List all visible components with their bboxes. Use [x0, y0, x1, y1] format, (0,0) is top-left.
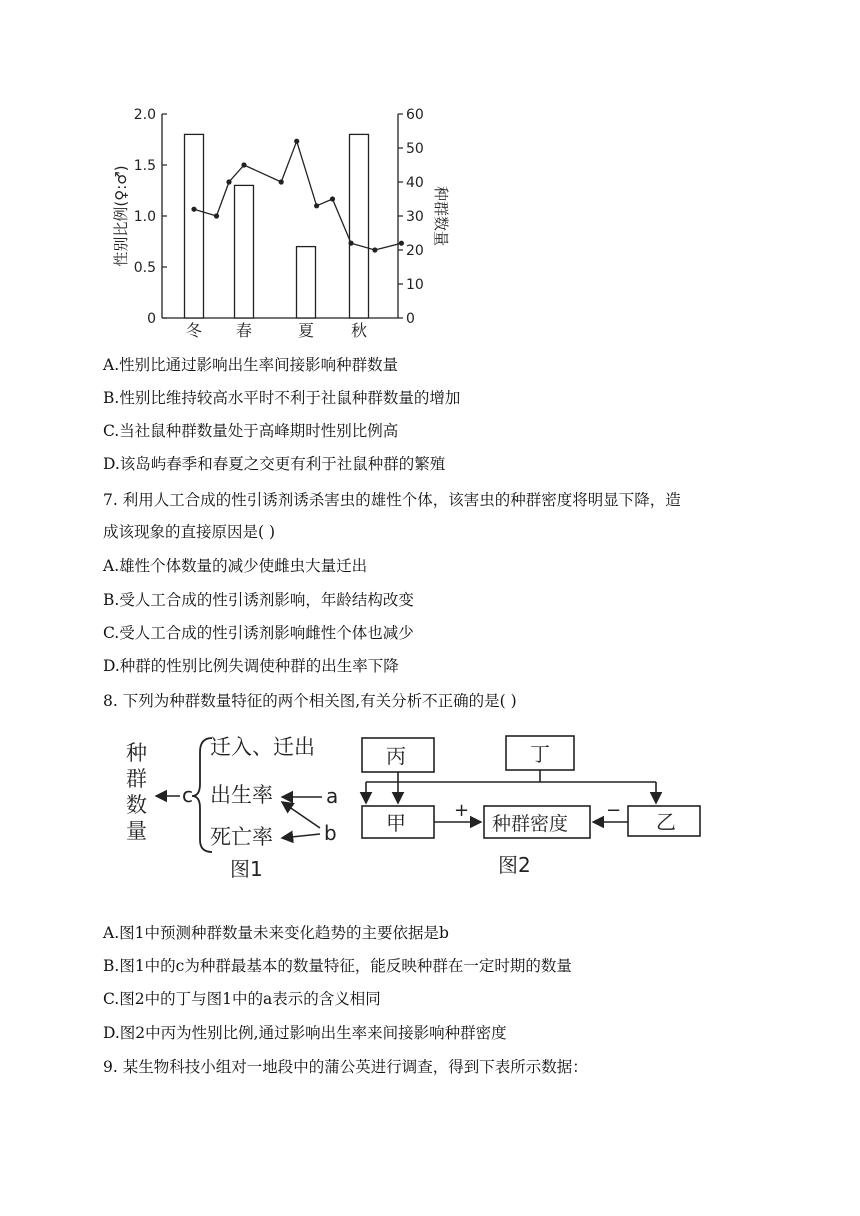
data-point [314, 203, 319, 208]
data-point [294, 139, 299, 144]
left-tick-label: 1.5 [133, 158, 156, 174]
left-tick-label: 1.0 [133, 209, 156, 225]
right-tick-label: 40 [406, 175, 424, 191]
data-point [372, 247, 377, 252]
q7-option-c: C.受人工合成的性引诱剂影响雌性个体也减少 [103, 624, 414, 642]
fig1-a-label: a [326, 784, 339, 808]
data-point [214, 213, 219, 218]
fig2-plus: + [454, 800, 470, 821]
left-tick-label: 0.5 [133, 260, 156, 276]
q7-option-a: A.雄性个体数量的减少使雌虫大量迁出 [103, 557, 368, 575]
chart-line [191, 139, 404, 253]
fig1-b-label: b [324, 821, 337, 845]
q9-stem: 9. 某生物科技小组对一地段中的蒲公英进行调查，得到下表所示数据： [103, 1058, 588, 1076]
data-point [191, 207, 196, 212]
q6-option-a: A.性别比通过影响出生率间接影响种群数量 [103, 356, 399, 374]
fig1-vchar-3: 数 [126, 793, 147, 817]
q8-option-d: D.图2中丙为性别比例,通过影响出生率来间接影响种群密度 [103, 1024, 507, 1042]
bar [297, 247, 316, 318]
data-point [226, 179, 231, 184]
chart-labels [112, 107, 450, 340]
q8-option-a: A.图1中预测种群数量未来变化趋势的主要依据是b [103, 924, 449, 942]
q8-option-b: B.图1中的c为种群最基本的数量特征，能反映种群在一定时期的数量 [103, 957, 572, 975]
bar [185, 134, 204, 318]
fig1-migration: 迁入、迁出 [210, 735, 315, 759]
fig1-death-rate: 死亡率 [210, 825, 273, 849]
left-axis-title: 性别比例(♀:♂) [112, 165, 130, 267]
q6-option-b: B.性别比维持较高水平时不利于社鼠种群数量的增加 [103, 389, 461, 407]
q7-option-b: B.受人工合成的性引诱剂影响，年龄结构改变 [103, 591, 414, 609]
fig2-bing: 丙 [386, 744, 406, 768]
fig1-brace [192, 738, 212, 852]
right-tick-label: 10 [406, 277, 424, 293]
q6-option-d: D.该岛屿春季和春夏之交更有利于社鼠种群的繁殖 [103, 455, 446, 473]
category-label: 夏 [297, 321, 315, 340]
right-axis-title: 种群数量 [432, 185, 450, 247]
fig2-minus: − [606, 800, 622, 821]
q8-option-c: C.图2中的丁与图1中的a表示的含义相同 [103, 990, 381, 1008]
fig1-vchar-1: 种 [126, 741, 147, 765]
right-tick-label: 50 [406, 141, 424, 157]
figure-1 [126, 735, 338, 881]
q8-stem: 8. 下列为种群数量特征的两个相关图,有关分析不正确的是( ) [103, 692, 517, 710]
fig2-caption: 图2 [498, 853, 531, 877]
q6-option-c: C.当社鼠种群数量处于高峰期时性别比例高 [103, 422, 399, 440]
left-tick-label: 0 [147, 311, 156, 327]
fig2-density: 种群密度 [492, 813, 569, 835]
population-feature-diagrams [120, 730, 720, 890]
figure-2 [362, 736, 700, 877]
fig1-vchar-4: 量 [126, 819, 147, 843]
fig2-ding: 丁 [530, 742, 550, 766]
bar [235, 185, 254, 318]
fig1-c-label: c [182, 783, 193, 807]
right-tick-label: 60 [406, 107, 424, 123]
chart-bars [185, 134, 369, 318]
q7-option-d: D.种群的性别比例失调使种群的出生率下降 [103, 657, 399, 675]
data-point [348, 241, 353, 246]
sex-ratio-population-chart [110, 100, 450, 340]
right-tick-label: 0 [406, 311, 415, 327]
q7-stem-line1: 7. 利用人工合成的性引诱剂诱杀害虫的雄性个体，该害虫的种群密度将明显下降，造 [103, 491, 681, 509]
bar [350, 134, 369, 318]
data-point [330, 196, 335, 201]
q7-stem-line2: 成该现象的直接原因是( ) [103, 523, 276, 541]
fig1-birth-rate: 出生率 [210, 783, 273, 807]
category-label: 秋 [350, 321, 368, 340]
right-tick-label: 20 [406, 243, 424, 259]
data-point [279, 179, 284, 184]
left-tick-label: 2.0 [133, 107, 156, 123]
fig1-vchar-2: 群 [126, 767, 147, 791]
population-line [194, 141, 401, 250]
category-label: 冬 [185, 321, 203, 340]
data-point [399, 241, 404, 246]
data-point [241, 162, 246, 167]
right-tick-label: 30 [406, 209, 424, 225]
fig2-yi: 乙 [656, 810, 676, 834]
fig2-jia: 甲 [386, 811, 406, 835]
fig1-caption: 图1 [230, 857, 263, 881]
category-label: 春 [235, 321, 253, 340]
